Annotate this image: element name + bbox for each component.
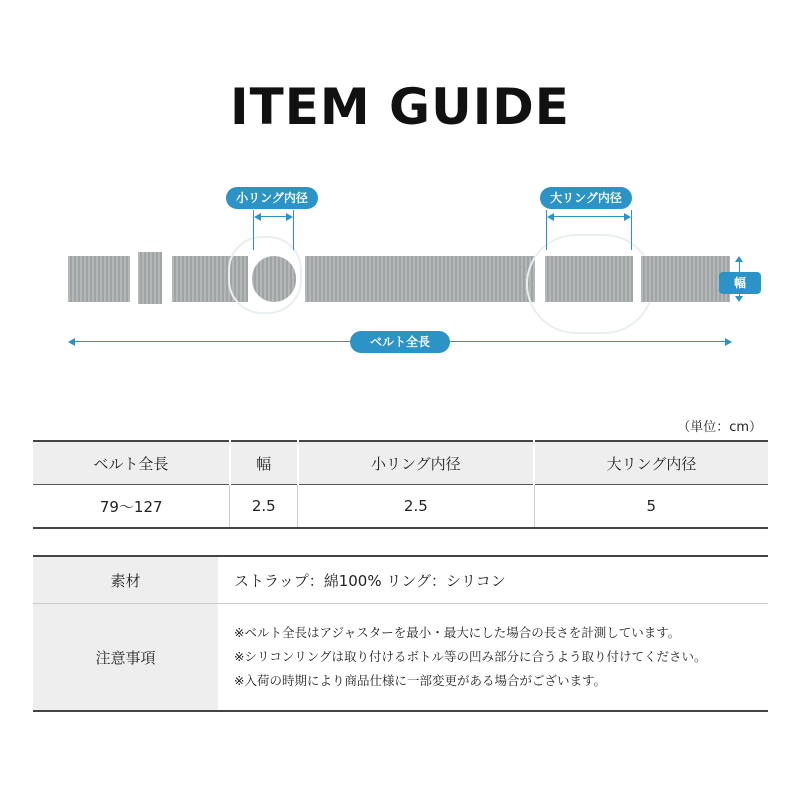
small-ring-strap bbox=[252, 256, 296, 302]
strap-middle bbox=[305, 256, 535, 302]
page-title: ITEM GUIDE bbox=[230, 78, 570, 136]
unit-label: （単位：cm） bbox=[677, 420, 762, 435]
value-large-ring: 5 bbox=[534, 485, 768, 529]
small-ring-arrow-left bbox=[254, 213, 261, 221]
header-large-ring: 大リング内径 bbox=[534, 441, 768, 485]
value-width: 2.5 bbox=[230, 485, 298, 529]
material-row bbox=[33, 556, 768, 604]
small-ring-bracket-right bbox=[293, 210, 294, 250]
large-ring-strap bbox=[545, 256, 633, 302]
material-value: ストラップ：綿100% リング：シリコン bbox=[218, 556, 768, 604]
header-belt-length: ベルト全長 bbox=[33, 441, 230, 485]
length-label: ベルト全長 bbox=[350, 331, 450, 353]
note-item: ※ベルト全長はアジャスターを最小・最大にした場合の長さを計測しています。 bbox=[234, 625, 681, 640]
material-label: 素材 bbox=[33, 556, 218, 604]
length-arrow-right bbox=[725, 338, 732, 346]
strap-diagram bbox=[0, 170, 800, 370]
strap-keeper bbox=[138, 252, 162, 304]
large-ring-bracket-right bbox=[631, 210, 632, 250]
large-ring-dimension-line bbox=[549, 216, 629, 217]
width-label: 幅 bbox=[719, 272, 761, 294]
strap-end-right bbox=[641, 256, 730, 302]
large-ring-arrow-left bbox=[547, 213, 554, 221]
small-ring-dimension-line bbox=[256, 216, 290, 217]
large-ring-arrow-right bbox=[624, 213, 631, 221]
info-table bbox=[33, 555, 768, 712]
small-ring-label: 小リング内径 bbox=[226, 187, 318, 209]
small-ring-arrow-right bbox=[286, 213, 293, 221]
header-small-ring: 小リング内径 bbox=[298, 441, 534, 485]
notes-row bbox=[33, 604, 768, 712]
large-ring-label: 大リング内径 bbox=[540, 187, 632, 209]
size-table-header-row bbox=[33, 441, 768, 485]
value-belt-length: 79〜127 bbox=[33, 485, 230, 529]
note-item: ※シリコンリングは取り付けるボトル等の凹み部分に合うよう取り付けてください。 bbox=[234, 649, 707, 664]
value-small-ring: 2.5 bbox=[298, 485, 534, 529]
size-table bbox=[33, 440, 768, 529]
note-item: ※入荷の時期により商品仕様に一部変更がある場合がございます。 bbox=[234, 673, 606, 688]
strap-end-left bbox=[68, 256, 130, 302]
notes-list bbox=[218, 604, 768, 712]
notes-label: 注意事項 bbox=[33, 604, 218, 712]
size-table-value-row bbox=[33, 485, 768, 529]
width-arrow-down bbox=[735, 296, 743, 302]
header-width: 幅 bbox=[230, 441, 298, 485]
length-arrow-left bbox=[68, 338, 75, 346]
